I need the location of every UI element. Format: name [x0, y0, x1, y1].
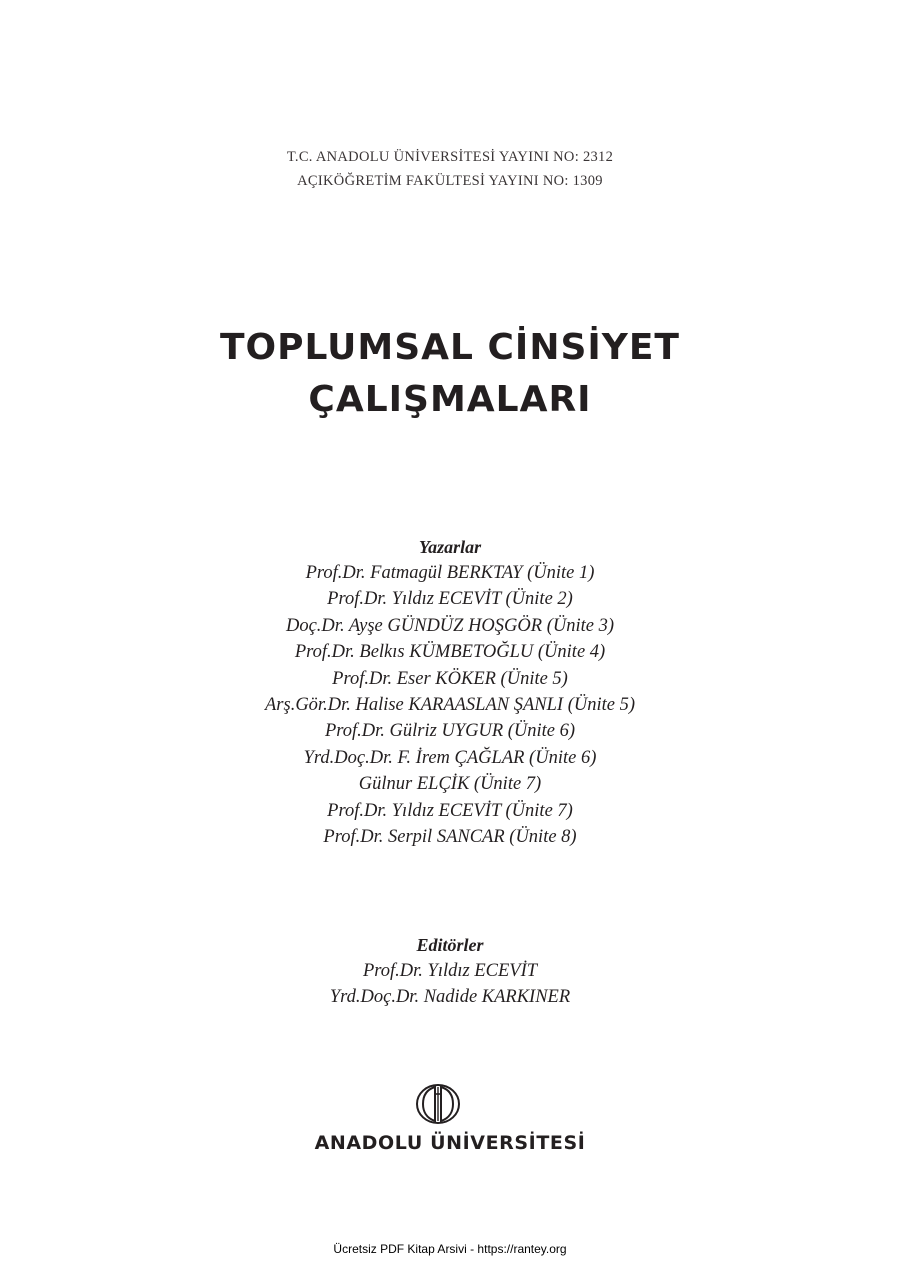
- publication-info: [0, 145, 900, 193]
- editor-item: Prof.Dr. Yıldız ECEVİT: [362, 961, 538, 981]
- editors-section: [0, 932, 900, 1011]
- author-item: Prof.Dr. Belkıs KÜMBETOĞLU (Ünite 4): [294, 642, 606, 663]
- author-item: Prof.Dr. Gülriz UYGUR (Ünite 6): [324, 721, 576, 742]
- book-title-line-2: ÇALIŞMALARI: [308, 379, 592, 420]
- editor-item: Yrd.Doç.Dr. Nadide KARKINER: [329, 987, 571, 1008]
- editors-list: [0, 958, 900, 1011]
- authors-section: [0, 534, 900, 850]
- author-item: Arş.Gör.Dr. Halise KARAASLAN ŞANLI (Ünite 5): [265, 695, 635, 716]
- author-item: Prof.Dr. Yıldız ECEVİT (Ünite 7): [327, 800, 573, 821]
- book-title: [0, 322, 900, 426]
- author-item: Doç.Dr. Ayşe GÜNDÜZ HOŞGÖR (Ünite 3): [285, 615, 614, 636]
- author-item: Prof.Dr. Yıldız ECEVİT (Ünite 2): [327, 589, 573, 610]
- book-title-line-1: TOPLUMSAL CİNSİYET: [219, 327, 680, 368]
- publisher-name: ANADOLU ÜNİVERSİTESİ: [314, 1132, 586, 1154]
- publication-number-line: T.C. ANADOLU ÜNİVERSİTESİ YAYINI NO: 2312: [286, 149, 614, 165]
- faculty-publication-number-line: AÇIKÖĞRETİM FAKÜLTESİ YAYINI NO: 1309: [297, 173, 603, 189]
- author-item: Yrd.Doç.Dr. F. İrem ÇAĞLAR (Ünite 6): [303, 747, 597, 768]
- authors-list: [0, 560, 900, 850]
- author-item: Prof.Dr. Eser KÖKER (Ünite 5): [332, 668, 568, 689]
- authors-heading: Yazarlar: [418, 537, 482, 557]
- author-item: Prof.Dr. Serpil SANCAR (Ünite 8): [323, 827, 577, 848]
- anadolu-university-logo-icon: [414, 1082, 462, 1126]
- footer-link-text: Ücretsiz PDF Kitap Arsivi - https://rantey.org: [333, 1242, 567, 1256]
- author-item: Gülnur ELÇİK (Ünite 7): [358, 774, 542, 795]
- author-item: Prof.Dr. Fatmagül BERKTAY (Ünite 1): [305, 563, 595, 583]
- editors-heading: Editörler: [416, 935, 484, 955]
